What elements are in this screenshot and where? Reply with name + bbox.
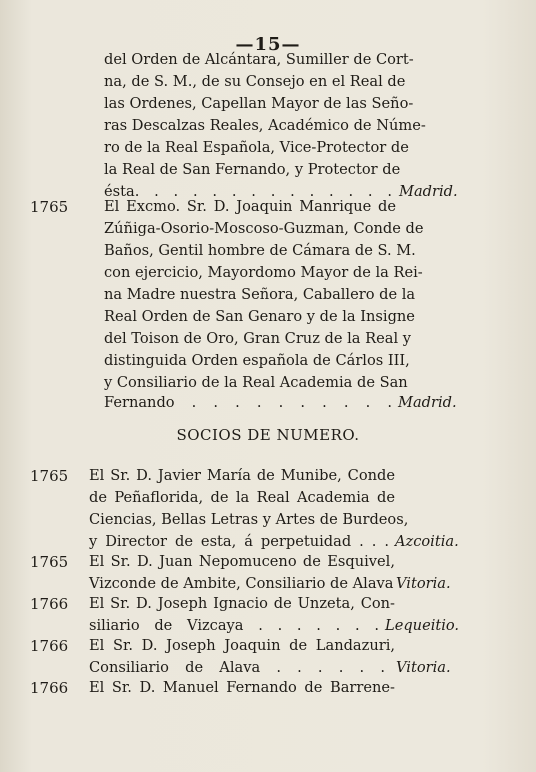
page-number: —15— [235,34,301,55]
entry-line: Ciencias, Bellas Letras y Artes de Burdeos, [89,511,409,528]
entry-line: El Sr. D. Joseph Ignacio de Unzeta, Con- [89,595,395,612]
entry-line: Vizconde de Ambite, Consiliario de Alava [89,575,394,592]
entry-line: distinguida Orden española de Cárlos III, [104,352,410,369]
entry-line: Consiliario de Alava . . . . . . [89,659,385,676]
entry-year: 1765 [30,467,69,485]
entry-year: 1766 [30,637,69,655]
entry-place: Madrid. [399,183,458,200]
entry-line: la Real de San Fernando, y Protector de [104,161,401,178]
entry-year: 1766 [30,595,69,613]
entry-line: ro de la Real Española, Vice-Protector de [104,139,409,156]
entry-line: El Sr. D. Javier María de Munibe, Conde [89,467,395,484]
entry-line: Real Orden de San Genaro y de la Insigne [104,308,415,325]
entry-line: del Toison de Oro, Gran Cruz de la Real y [104,330,412,347]
entry-line: del Orden de Alcántara, Sumiller de Cort- [104,51,414,68]
section-heading: SOCIOS DE NUMERO. [176,426,360,444]
entry-place: Madrid. [398,394,457,411]
entry-line: de Peñaflorida, de la Real Academia de [89,489,395,506]
entry-year: 1766 [30,679,69,697]
entry-line: El Sr. D. Joseph Joaquin de Landazuri, [89,637,395,654]
entry-place: Lequeitio. [385,617,460,634]
entry-line: na Madre nuestra Señora, Caballero de la [104,286,416,303]
entry-line: con ejercicio, Mayordomo Mayor de la Rei- [104,264,423,281]
entry-line: ras Descalzas Reales, Académico de Núme- [104,117,426,134]
entry-line: El Sr. D. Manuel Fernando de Barrene- [89,679,395,696]
entry-place: Vitoria. [396,659,451,676]
entry-line: Fernando . . . . . . . . . . [104,394,392,411]
entry-year: 1765 [30,553,69,571]
entry-line: siliario de Vizcaya . . . . . . . [89,617,379,634]
entry-line: na, de S. M., de su Consejo en el Real de [104,73,406,90]
entry-line: Baños, Gentil hombre de Cámara de S. M. [104,242,416,259]
entry-line: Zúñiga-Osorio-Moscoso-Guzman, Conde de [104,220,424,237]
entry-line: y Director de esta, á perpetuidad . . . [89,533,389,550]
entry-place: Azcoitia. [395,533,459,550]
entry-line: El Excmo. Sr. D. Joaquin Manrique de [104,198,396,215]
entry-line: y Consiliario de la Real Academia de San [104,374,408,391]
entry-line: El Sr. D. Juan Nepomuceno de Esquivel, [89,553,395,570]
entry-place: Vitoria. [396,575,451,592]
entry-line: las Ordenes, Capellan Mayor de las Seño- [104,95,414,112]
entry-year: 1765 [30,198,69,216]
entry-line: ésta. . . . . . . . . . . . . . [104,183,392,200]
